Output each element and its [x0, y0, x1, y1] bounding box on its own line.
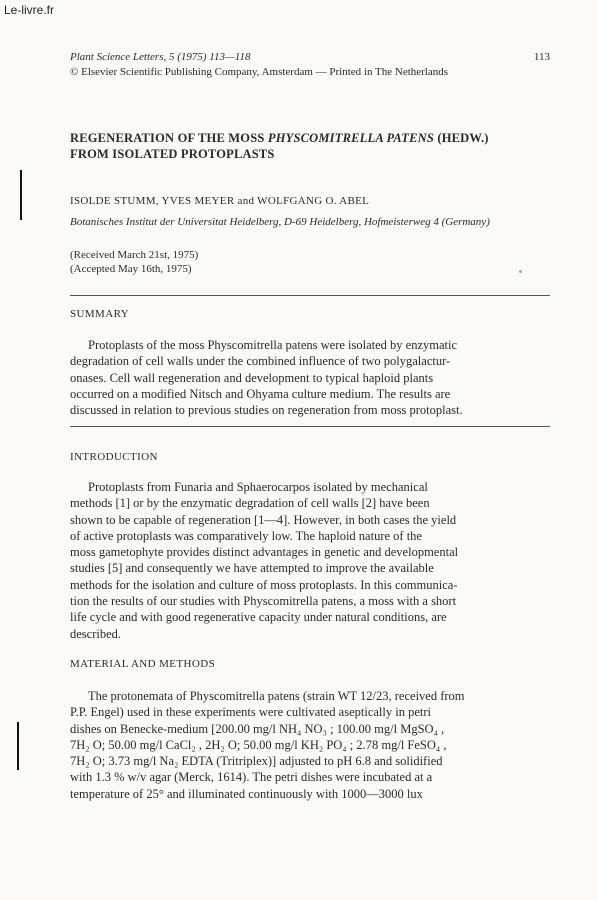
summary-line: Protoplasts of the moss Physcomitrella patens were isolated by enzymatic — [88, 338, 458, 352]
methods-line: with 1.3 % w/v agar (Merck, 1614). The petri dishes were incubated at a — [70, 770, 433, 785]
summary-line: onases. Cell wall regeneration and development to typical haploid plants — [70, 370, 434, 385]
affiliation: Botanisches Institut der Universitat Heidelberg, D-69 Heidelberg, Hofmeisterweg 4 (Germany) — [70, 216, 490, 228]
journal-citation: Plant Science Letters, 5 (1975) 113—118 — [70, 51, 251, 63]
copyright-line: © Elsevier Scientific Publishing Company, Amsterdam — Printed in The Netherlands — [70, 66, 449, 78]
watermark-logo: Le-livre.fr — [4, 3, 55, 17]
summary-heading: SUMMARY — [70, 308, 130, 320]
authors: ISOLDE STUMM, YVES MEYER and WOLFGANG O. ABEL — [70, 195, 370, 207]
divider — [70, 295, 550, 296]
summary-line: discussed in relation to previous studies on regeneration from moss protoplast. — [70, 403, 463, 418]
methods-text — [70, 688, 565, 802]
methods-line: P.P. Engel) used in these experiments were cultivated aseptically in petri — [70, 705, 432, 720]
title-species: PHYSCOMITRELLA PATENS — [267, 131, 435, 145]
accepted-date: (Accepted May 16th, 1975) — [70, 263, 192, 275]
speck — [519, 270, 522, 273]
methods-line: The protonemata of Physcomitrella patens (strain WT 12/23, received from — [88, 689, 465, 703]
introduction-text — [70, 479, 565, 642]
intro-line: moss gametophyte provides distinct advantages in genetic and developmental — [70, 545, 459, 560]
intro-line: life cycle and with good regenerative capacity under natural conditions, are — [70, 610, 447, 625]
methods-line: dishes on Benecke-medium [200.00 mg/l NH₄ NO₃ ; 100.00 mg/l MgSO₄ , — [70, 721, 445, 736]
methods-line: 7H₂ O; 50.00 mg/l CaCl₂ , 2H₂ O; 50.00 mg/l KH₂ PO₄ ; 2.78 mg/l FeSO₄ , — [70, 737, 447, 752]
article-title — [70, 130, 550, 162]
intro-line: methods for the isolation and culture of moss protoplasts. In this communica- — [70, 577, 458, 592]
title-part2: (HEDW.) — [434, 131, 489, 145]
methods-line: 7H₂ O; 3.73 mg/l Na₂ EDTA (Tritriplex)] adjusted to pH 6.8 and solidified — [70, 754, 443, 769]
title-line2: FROM ISOLATED PROTOPLASTS — [70, 147, 275, 161]
dates — [70, 248, 198, 276]
intro-line: shown to be capable of regeneration [1—4]. However, in both cases the yield — [70, 512, 457, 527]
methods-line: temperature of 25° and illuminated continuously with 1000—3000 lux — [70, 786, 423, 801]
intro-line: Protoplasts from Funaria and Sphaerocarpos isolated by mechanical — [88, 480, 428, 494]
page-number: 113 — [533, 51, 550, 63]
journal-header — [70, 50, 550, 80]
received-date: (Received March 21st, 1975) — [70, 249, 199, 261]
margin-mark — [20, 170, 22, 220]
intro-line: tion the results of our studies with Physcomitrella patens, a moss with a short — [70, 594, 457, 609]
intro-line: of active protoplasts was comparatively low. The haploid nature of the — [70, 528, 422, 543]
summary-text — [70, 337, 560, 418]
introduction-heading: INTRODUCTION — [70, 451, 158, 463]
intro-line: described. — [70, 626, 122, 641]
title-part1: REGENERATION OF THE MOSS — [70, 131, 268, 145]
summary-line: occurred on a modified Nitsch and Ohyama culture medium. The results are — [70, 386, 451, 401]
intro-line: studies [5] and consequently we have attempted to improve the available — [70, 561, 434, 576]
divider — [70, 426, 550, 427]
intro-line: methods [1] or by the enzymatic degradation of cell walls [2] have been — [70, 496, 430, 511]
methods-heading: MATERIAL AND METHODS — [70, 658, 216, 670]
margin-mark — [17, 722, 19, 770]
summary-line: degradation of cell walls under the combined influence of two polygalactur- — [70, 354, 451, 369]
